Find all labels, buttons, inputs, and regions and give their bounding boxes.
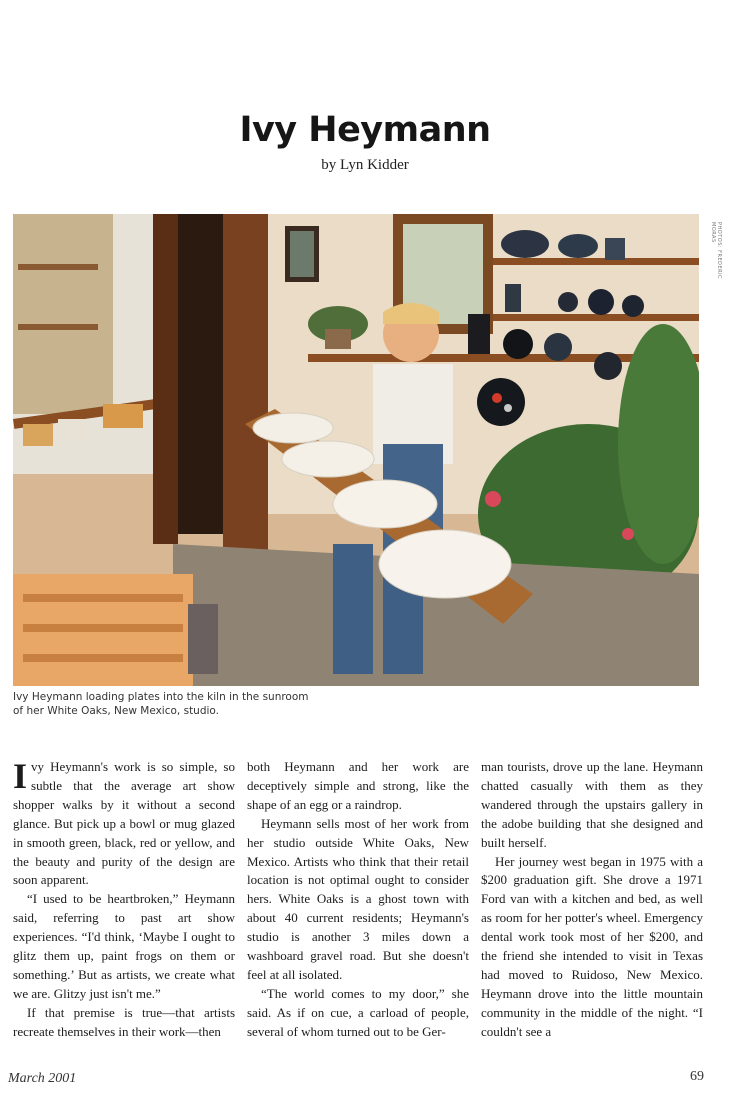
paragraph: Heymann sells most of her work from her studio outside White Oaks, New Mexico. Artists who think that their retail location is not optimal ought to consider hers. White Oaks is a ghost town with about 40 current residents; Heymann's studio is another 3 miles down a washboard gravel road. But she doesn't feel at all isolated. [247,815,469,982]
paragraph: Ivy Heymann's work is so simple, so subtle that the average art show shopper walks by it without a second glance. But pick up a bowl or mug glazed in smooth green, black, red or yellow, and the beauty and purity of the design are soon apparent. [13,756,235,888]
article-title: Ivy Heymann [239,110,491,150]
caption-line-2: of her White Oaks, New Mexico, studio. [13,705,220,717]
studio-photo [13,214,699,686]
paragraph: “I used to be heartbroken,” Heymann said, referring to past art show experiences. “I'd think, ‘Maybe I ought to glitz them up, paint frogs on them or something.’ But as artists, we create what we are. Glitzy just isn't me.” [13,891,235,1001]
paragraph: both Heymann and her work are deceptively simple and strong, like the shape of an egg or a raindrop. [247,759,469,812]
article-byline: by Lyn Kidder [321,157,409,173]
body-column-1 [13,758,235,1042]
body-column-2 [247,758,469,1042]
paragraph: man tourists, drove up the lane. Heymann chatted casually with them as they wandered through the upstairs gallery in the adobe building that she designed and built herself. [481,759,703,850]
paragraph: Her journey west began in 1975 with a $200 graduation gift. She drove a 1971 Ford van with a kitchen and bed, as well as room for her potter's wheel. Emergency dental work took most of her $200, and the friend she intended to visit in Texas had moved to Ruidoso, New Mexico. Heymann drove into the little mountain community in the middle of the night. “I couldn't see a [481,853,703,1039]
photo-credit: PHOTOS: FREDERIC MORAS [710,222,722,280]
paragraph: If that premise is true—that artists recreate themselves in their work—then [13,1004,235,1039]
body-column-3 [481,758,703,1042]
photo-caption [13,690,373,718]
caption-line-1: Ivy Heymann loading plates into the kiln in the sunroom [13,691,309,703]
drop-cap: I [13,756,28,796]
page-number: 69 [690,1069,704,1084]
issue-date: March 2001 [8,1071,77,1086]
paragraph: “The world comes to my door,” she said. As if on cue, a carload of people, several of whom turned out to be Ger- [247,985,469,1039]
